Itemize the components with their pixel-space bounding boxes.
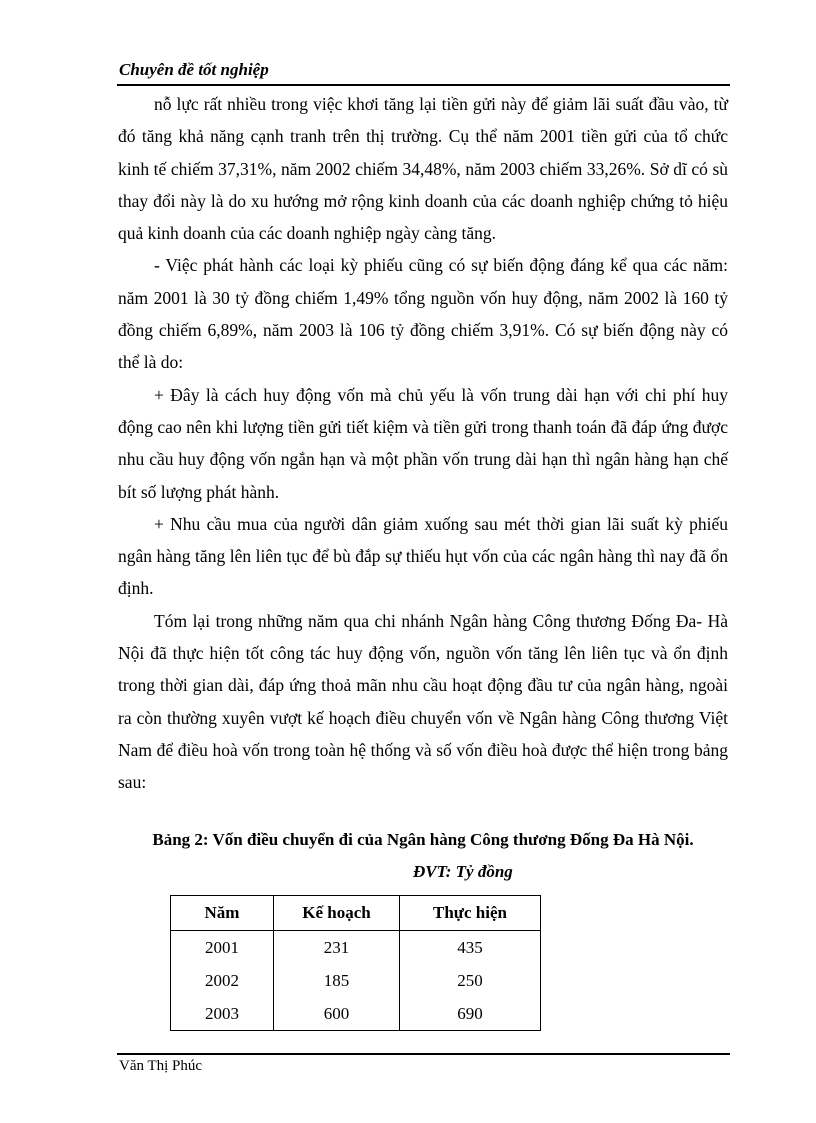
paragraph-promissory-notes: - Việc phát hành các loại kỳ phiếu cũng có sự biến động đáng kể qua các năm: năm 2001 là 30 tỷ đồng chiếm 1,49% tổng nguồn vốn huy động, năm 2002 là 160 tỷ đồng chiếm 6,89%, năm 2003 là 106 tỷ đồng chiếm 3,91%. Có sự biến động này có thể là do:	[118, 255, 728, 373]
cell-actual: 690	[400, 997, 541, 1031]
header-year: Năm	[171, 896, 274, 931]
header-plan: Kế hoạch	[274, 896, 400, 931]
footer-author: Văn Thị Phúc	[119, 1058, 203, 1074]
paragraph-deposits: nỗ lực rất nhiều trong việc khơi tăng lại tiền gửi này để giảm lãi suất đầu vào, từ đó tăng khả năng cạnh tranh trên thị trường. Cụ thể năm 2001 tiền gửi của tổ chức kinh tế chiếm 37,31%, năm 2002 chiếm 34,48%, năm 2003 chiếm 33,26%. Sở dĩ có sù thay đổi này là do xu hướng mở rộng kinh doanh của các doanh nghiệp chứng tỏ hiệu quả kinh doanh của các doanh nghiệp ngày càng tăng.	[118, 94, 728, 244]
paragraph-reason-2: + Nhu cầu mua của người dân giảm xuống sau mét thời gian lãi suất kỳ phiếu ngân hàng tăng lên liên tục để bù đắp sự thiếu hụt vốn của các ngân hàng thì nay đã ổn định.	[118, 513, 728, 599]
cell-year: 2002	[171, 964, 274, 997]
table-header-row	[171, 896, 541, 931]
header-divider	[117, 84, 730, 86]
table-row	[171, 964, 541, 997]
table-unit: ĐVT: Tỷ đồng	[413, 862, 513, 881]
header-actual: Thực hiện	[400, 896, 541, 931]
cell-year: 2001	[171, 931, 274, 965]
page-header-title: Chuyên đề tốt nghiệp	[119, 60, 269, 79]
cell-plan: 600	[274, 997, 400, 1031]
cell-plan: 231	[274, 931, 400, 965]
cell-year: 2003	[171, 997, 274, 1031]
capital-transfer-table	[170, 895, 541, 1031]
cell-actual: 435	[400, 931, 541, 965]
footer-divider	[117, 1053, 730, 1055]
paragraph-reason-1: + Đây là cách huy động vốn mà chủ yếu là vốn trung dài hạn với chi phí huy động cao nên khi lượng tiền gửi tiết kiệm và tiền gửi trong thanh toán đã đáp ứng được nhu cầu huy động vốn ngắn hạn và một phần vốn trung dài hạn thì ngân hàng hạn chế bít số lượng phát hành.	[118, 384, 728, 502]
paragraph-summary: Tóm lại trong những năm qua chi nhánh Ngân hàng Công thương Đống Đa- Hà Nội đã thực hiện tốt công tác huy động vốn, nguồn vốn tăng lên liên tục và ổn định trong thời gian dài, đáp ứng thoả mãn nhu cầu hoạt động đầu tư của ngân hàng, ngoài ra còn thường xuyên vượt kế hoạch điều chuyển vốn về Ngân hàng Công thương Việt Nam để điều hoà vốn trong toàn hệ thống và số vốn điều hoà được thể hiện trong bảng sau:	[118, 610, 728, 793]
table-row	[171, 931, 541, 965]
cell-plan: 185	[274, 964, 400, 997]
table-row	[171, 997, 541, 1031]
document-body	[118, 88, 728, 799]
cell-actual: 250	[400, 964, 541, 997]
table-caption: Bảng 2: Vốn điều chuyển đi của Ngân hàng Công thương Đống Đa Hà Nội.	[152, 830, 694, 849]
